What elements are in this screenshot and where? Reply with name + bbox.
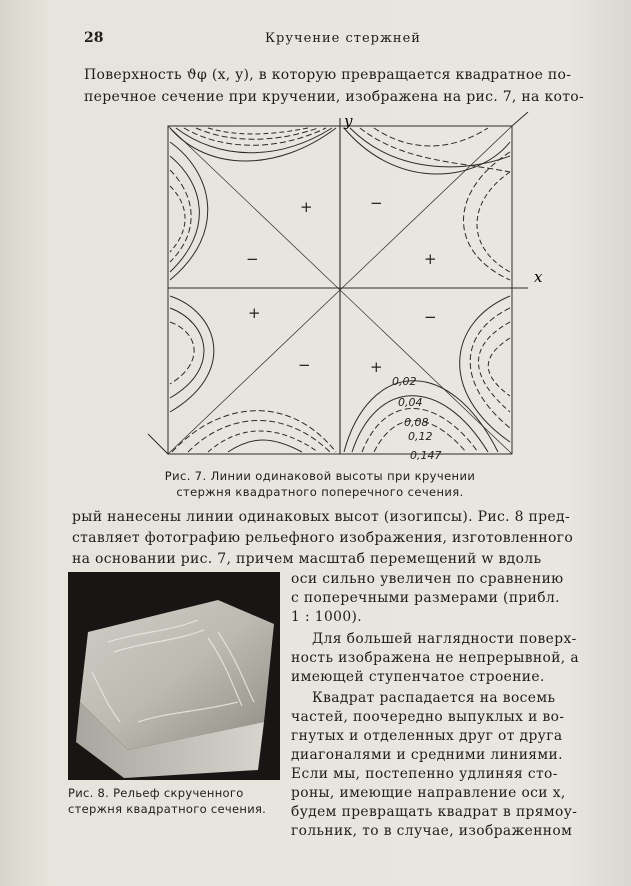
right-col-line-5: ность изображена не непрерывной, а bbox=[291, 650, 579, 666]
contours-right-lower bbox=[460, 296, 510, 442]
intro-line-2: перечное сечение при кручении, изображена на рис. 7, на кото- bbox=[84, 89, 585, 105]
figure-8-caption-line-1: Рис. 8. Рельеф скрученного bbox=[68, 786, 244, 800]
contour-label-0147: 0,147 bbox=[410, 449, 442, 462]
sign-minus-4: − bbox=[298, 356, 311, 374]
contours-right-upper bbox=[464, 152, 511, 280]
figure-7-caption-line-1: Рис. 7. Линии одинаковой высоты при кручении bbox=[164, 469, 476, 483]
contour-label-004: 0,04 bbox=[398, 396, 423, 409]
figure-7-contour-plot bbox=[148, 112, 568, 462]
right-col-line-9: гнутых и отделенных друг от друга bbox=[291, 728, 563, 744]
sign-plus-2: + bbox=[424, 250, 437, 268]
contours-left-lower bbox=[170, 296, 214, 412]
right-col-line-1: оси сильно увеличен по сравнению bbox=[291, 571, 564, 587]
intro-line-1: Поверхность ϑφ (x, y), в которую превращается квадратное по- bbox=[84, 67, 572, 83]
right-col-line-10: диагоналями и средними линиями. bbox=[291, 747, 563, 763]
middle-line-1: рый нанесены линии одинаковых высот (изогипсы). Рис. 8 пред- bbox=[72, 509, 570, 525]
axis-x-label: x bbox=[534, 268, 543, 286]
middle-line-3: на основании рис. 7, причем масштаб перемещений w вдоль bbox=[72, 551, 542, 567]
axis-y-label: y bbox=[344, 112, 353, 130]
diagonal-extension-tr bbox=[512, 112, 528, 126]
sign-minus-3: − bbox=[424, 308, 437, 326]
right-col-line-14: гольник, то в случае, изображенном bbox=[291, 823, 573, 839]
sign-plus-1: + bbox=[300, 198, 313, 216]
figure-7-caption-line-2: стержня квадратного поперечного сечения. bbox=[176, 485, 464, 499]
contours-top-left bbox=[170, 128, 336, 161]
sign-plus-3: + bbox=[248, 304, 261, 322]
sign-minus-2: − bbox=[246, 250, 259, 268]
right-col-line-12: роны, имеющие направление оси x, bbox=[291, 785, 566, 801]
right-col-line-2: с поперечными размерами (прибл. bbox=[291, 590, 560, 606]
running-title: Кручение стержней bbox=[265, 31, 421, 46]
sign-plus-4: + bbox=[370, 358, 383, 376]
middle-line-2: ставляет фотографию рельефного изображения, изготовленного bbox=[72, 530, 574, 546]
right-col-line-3: 1 : 1000). bbox=[291, 609, 363, 625]
right-col-line-13: будем превращать квадрат в прямоу- bbox=[291, 804, 578, 820]
contours-top-right bbox=[344, 128, 510, 174]
page-number: 28 bbox=[84, 30, 104, 46]
right-col-line-4: Для большей наглядности поверх- bbox=[312, 631, 577, 647]
figure-8-caption-line-2: стержня квадратного сечения. bbox=[68, 802, 267, 816]
contours-left-upper bbox=[170, 142, 208, 280]
diagonal-extension-bl bbox=[148, 434, 168, 454]
contour-label-002: 0,02 bbox=[392, 375, 417, 388]
right-col-line-6: имеющей ступенчатое строение. bbox=[291, 669, 545, 685]
sign-minus-1: − bbox=[370, 194, 383, 212]
right-col-line-8: частей, поочередно выпуклых и во- bbox=[291, 709, 565, 725]
right-col-line-7: Квадрат распадается на восемь bbox=[312, 690, 556, 706]
contour-label-008: 0,08 bbox=[404, 416, 429, 429]
contours-bottom-left bbox=[172, 411, 336, 452]
right-col-line-11: Если мы, постепенно удлиняя сто- bbox=[291, 766, 558, 782]
contour-label-012: 0,12 bbox=[408, 430, 433, 443]
figure-8-relief-photo bbox=[68, 572, 280, 780]
